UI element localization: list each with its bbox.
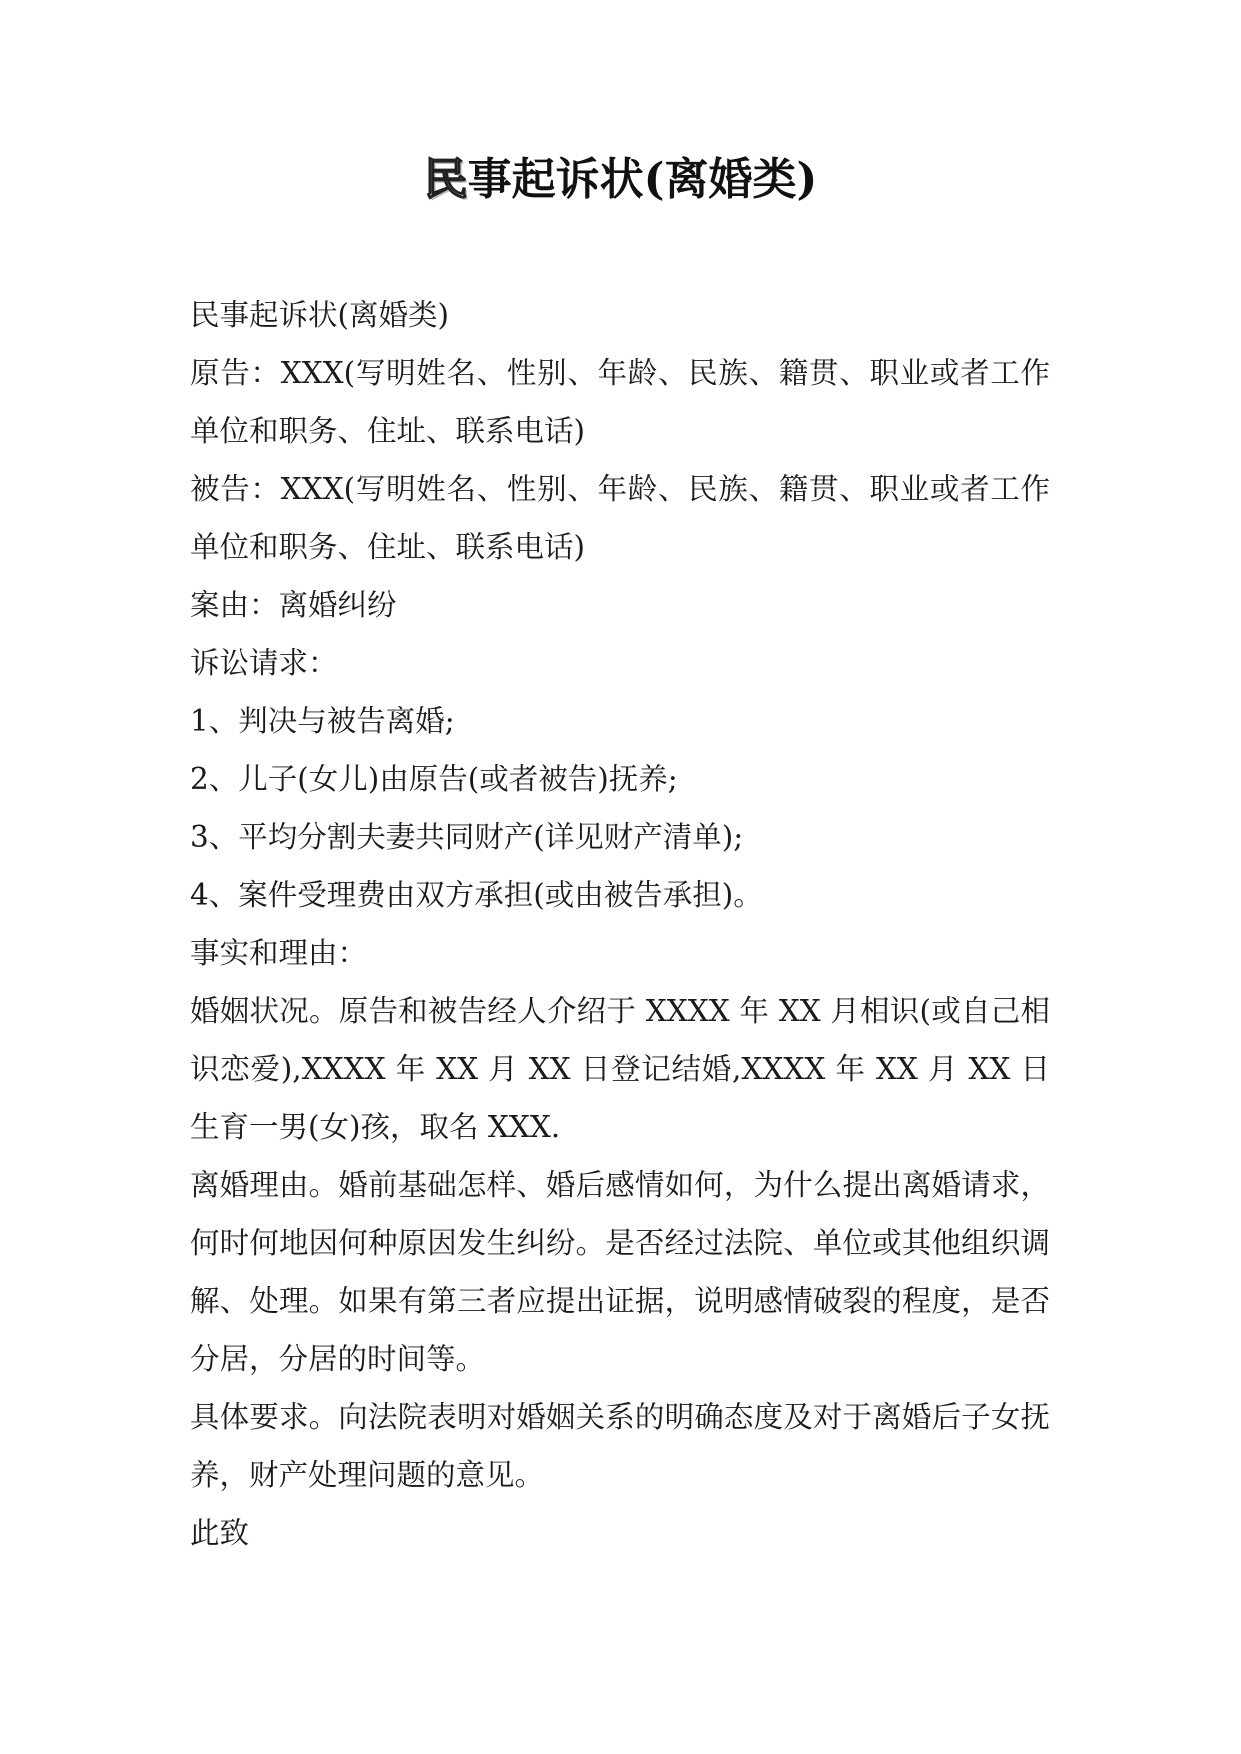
document-body bbox=[190, 286, 1050, 1562]
plaintiff-paragraph: 原告：XXX(写明姓名、性别、年龄、民族、籍贯、职业或者工作单位和职务、住址、联系电话) bbox=[190, 356, 1050, 448]
claim-item-1: 1、判决与被告离婚; bbox=[190, 704, 455, 738]
facts-heading: 事实和理由： bbox=[190, 936, 368, 970]
title-first-char: 民 bbox=[423, 154, 468, 205]
claim-item-4: 4、案件受理费由双方承担(或由被告承担)。 bbox=[190, 878, 763, 912]
closing-line: 此致 bbox=[190, 1516, 250, 1550]
claim-item-2: 2、儿子(女儿)由原告(或者被告)抚养; bbox=[190, 762, 678, 796]
case-cause-line: 案由：离婚纠纷 bbox=[190, 588, 397, 622]
title-rest: 事起诉状(离婚类) bbox=[467, 154, 818, 205]
defendant-paragraph: 被告：XXX(写明姓名、性别、年龄、民族、籍贯、职业或者工作单位和职务、住址、联系电话) bbox=[190, 472, 1050, 564]
marriage-status-paragraph: 婚姻状况。原告和被告经人介绍于 XXXX 年 XX 月相识(或自己相识恋爱),XXXX 年 XX 月 XX 日登记结婚,XXXX 年 XX 月 XX 日生育一男(女)孩，取名 XXX. bbox=[190, 994, 1050, 1144]
subtitle-line: 民事起诉状(离婚类) bbox=[190, 298, 450, 332]
specific-request-paragraph: 具体要求。向法院表明对婚姻关系的明确态度及对于离婚后子女抚养，财产处理问题的意见。 bbox=[190, 1400, 1050, 1492]
document-title bbox=[0, 150, 1241, 210]
claims-heading: 诉讼请求： bbox=[190, 646, 338, 680]
divorce-reason-paragraph: 离婚理由。婚前基础怎样、婚后感情如何，为什么提出离婚请求，何时何地因何种原因发生纠纷。是否经过法院、单位或其他组织调解、处理。如果有第三者应提出证据，说明感情破裂的程度，是否分居，分居的时间等。 bbox=[190, 1168, 1050, 1376]
claim-item-3: 3、平均分割夫妻共同财产(详见财产清单); bbox=[190, 820, 744, 854]
